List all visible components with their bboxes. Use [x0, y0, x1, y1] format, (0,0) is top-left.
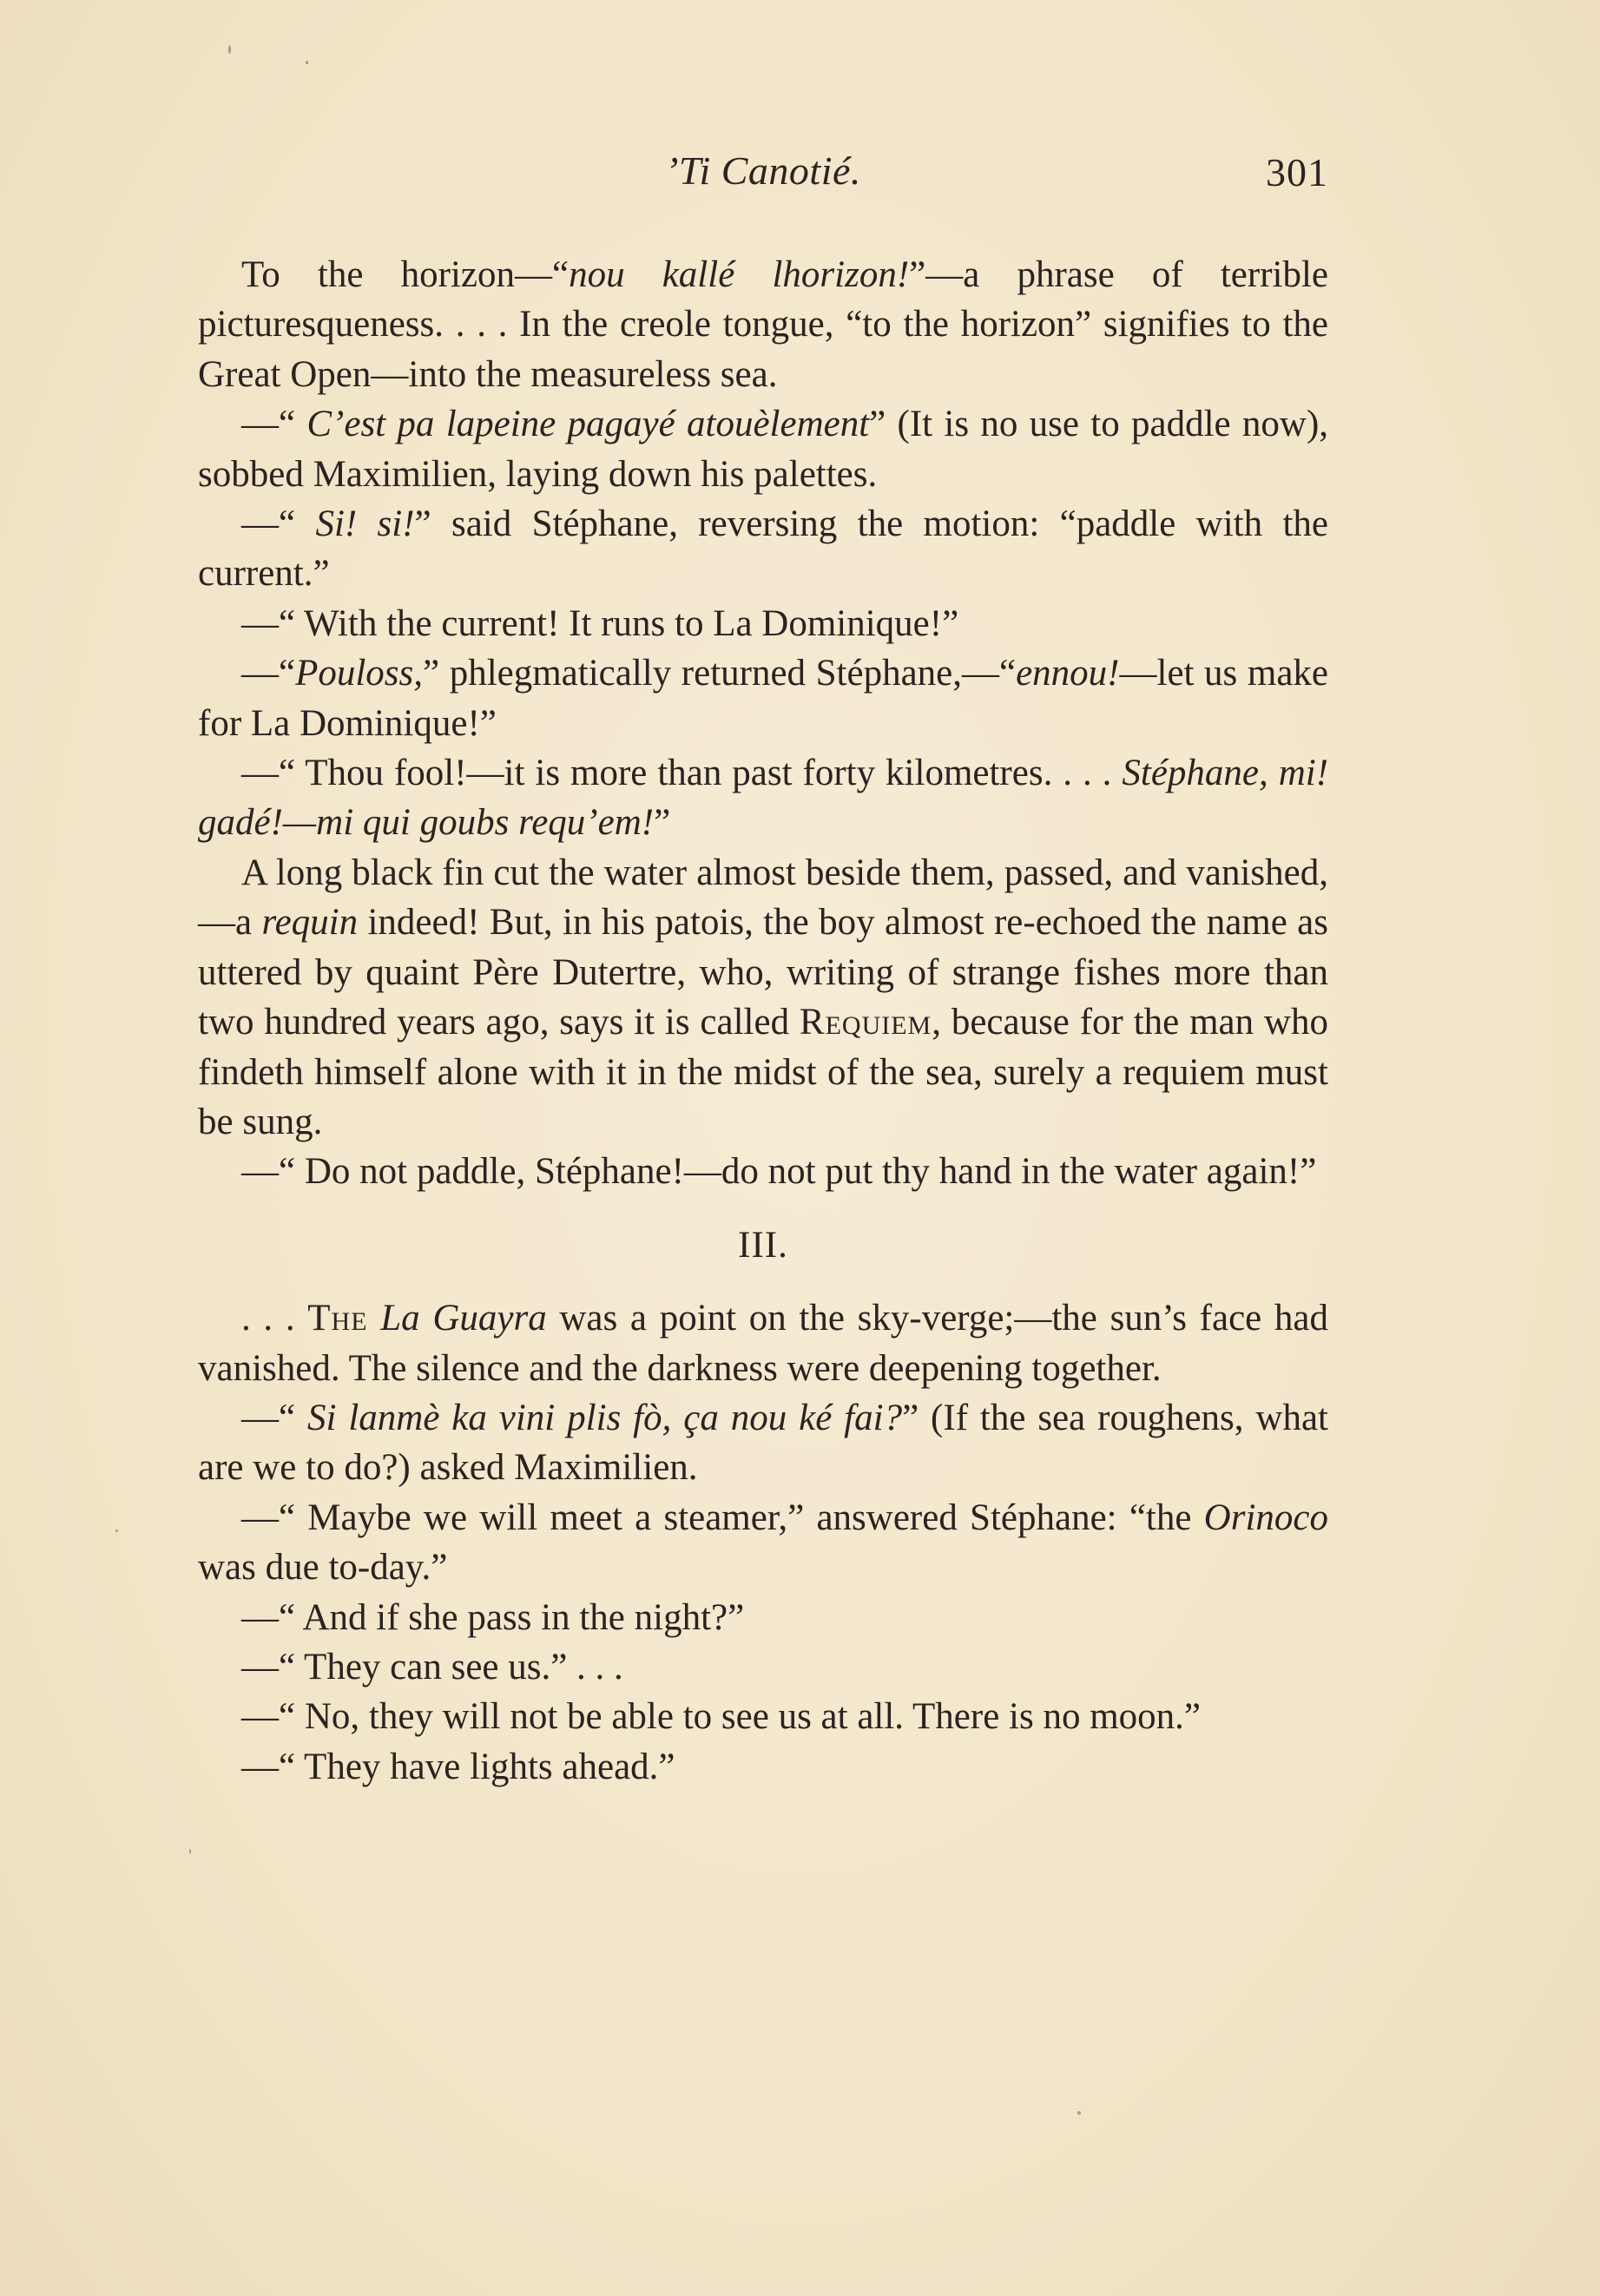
text-run: —“ With the current! It runs to La Dominique!”: [241, 602, 959, 644]
italic-text: nou kallé lhorizon!: [569, 254, 910, 295]
paragraph: [198, 1147, 1328, 1196]
paragraph: [198, 848, 1328, 1147]
paragraph: [198, 499, 1328, 599]
text-run: , because for the man who findeth himself alone with it in the midst of the sea, surely a requiem must be sung.: [198, 1002, 1328, 1142]
text-run: was a point on the sky-verge;—the sun’s face had vanished. The silence and the darkness were deepening together.: [198, 1298, 1328, 1389]
text-run: To the horizon—“: [241, 254, 570, 295]
italic-text: Si lanmè ka vini plis fò, ça nou ké fai?: [306, 1397, 903, 1438]
paper-speck: [1077, 2111, 1081, 2115]
text-run: —“ Maybe we will meet a steamer,” answered Stéphane: “the: [241, 1497, 1204, 1538]
text-run: —“: [241, 1397, 307, 1438]
text-run: —“: [241, 404, 307, 445]
text-run: —“ And if she pass in the night?”: [241, 1596, 745, 1638]
running-title: ’Ti Canotié.: [665, 148, 861, 193]
italic-text: requin: [261, 902, 359, 944]
italic-text: ennou!: [1016, 653, 1120, 694]
paragraph: [198, 1293, 1328, 1393]
text-run: indeed! But, in his patois, the boy almost re-echoed the name as uttered by quaint Père Dutertre, who, writing of strange fishes more than two hundred years ago, says it is called: [198, 902, 1328, 1043]
italic-text: C’est pa lapeine pagayé atouèlement: [306, 404, 870, 445]
small-caps-text: Requiem: [799, 1002, 932, 1043]
section-heading: [198, 1220, 1328, 1270]
paragraph: [198, 1393, 1328, 1493]
text-run: ” (If the sea roughens, what are we to do?) asked Maximilien.: [198, 1397, 1328, 1489]
text-run: —“ They can see us.” . . .: [241, 1646, 623, 1687]
text-run: —“: [241, 503, 316, 545]
paragraph: [198, 1692, 1328, 1741]
text-run: was due to-day.”: [198, 1547, 448, 1589]
paragraph: [198, 599, 1328, 648]
text-run: —“ Thou fool!—it is more than past forty kilometres. . . .: [241, 753, 1123, 794]
body-text: [198, 250, 1328, 1792]
text-run: [368, 1298, 381, 1339]
text-run: ”—a phrase of terrible picturesqueness. . . . In the creole tongue, “to the horizon” signifies to the Great Open—into the measureless sea.: [198, 254, 1328, 395]
text-run: ”: [654, 802, 671, 844]
paper-speck: [189, 1849, 191, 1854]
text-run: —“: [241, 653, 296, 694]
italic-text: Stéphane, mi! gadé!—mi qui goubs requ’em!: [198, 753, 1329, 844]
text-run: III.: [738, 1224, 788, 1266]
paragraph: [198, 250, 1328, 399]
text-run: —“ They have lights ahead.”: [241, 1746, 675, 1787]
text-run: ” (It is no use to paddle now), sobbed Maximilien, laying down his palettes.: [198, 404, 1329, 495]
text-run: ” phlegmatically returned Stéphane,—“: [423, 653, 1017, 694]
page-number: 301: [1266, 150, 1328, 194]
paragraph: [198, 1493, 1328, 1593]
text-run: . . .: [241, 1298, 308, 1339]
paragraph: [198, 399, 1328, 499]
paragraph: [198, 748, 1328, 848]
paper-speck: [115, 1530, 118, 1532]
paragraph: [198, 1593, 1328, 1642]
paper-speck: [228, 45, 231, 54]
paper-speck: [306, 61, 308, 64]
italic-text: La Guayra: [380, 1298, 547, 1339]
text-run: —“ Do not paddle, Stéphane!—do not put thy hand in the water again!”: [241, 1151, 1317, 1193]
text-run: —let us make for La Dominique!”: [198, 653, 1328, 744]
small-caps-text: The: [307, 1298, 368, 1339]
italic-text: Si! si!: [315, 503, 415, 545]
italic-text: Pouloss,: [295, 653, 424, 694]
paragraph: [198, 1742, 1328, 1792]
paragraph: [198, 1642, 1328, 1692]
italic-text: Orinoco: [1203, 1497, 1328, 1538]
text-run: A long black fin cut the water almost beside them, passed, and vanished,—a: [198, 852, 1328, 944]
running-head: [198, 148, 1328, 208]
book-page: [198, 148, 1328, 1792]
text-run: —“ No, they will not be able to see us at all. There is no moon.”: [241, 1696, 1202, 1738]
text-run: ” said Stéphane, reversing the motion: “paddle with the current.”: [198, 503, 1328, 595]
paragraph: [198, 648, 1328, 748]
